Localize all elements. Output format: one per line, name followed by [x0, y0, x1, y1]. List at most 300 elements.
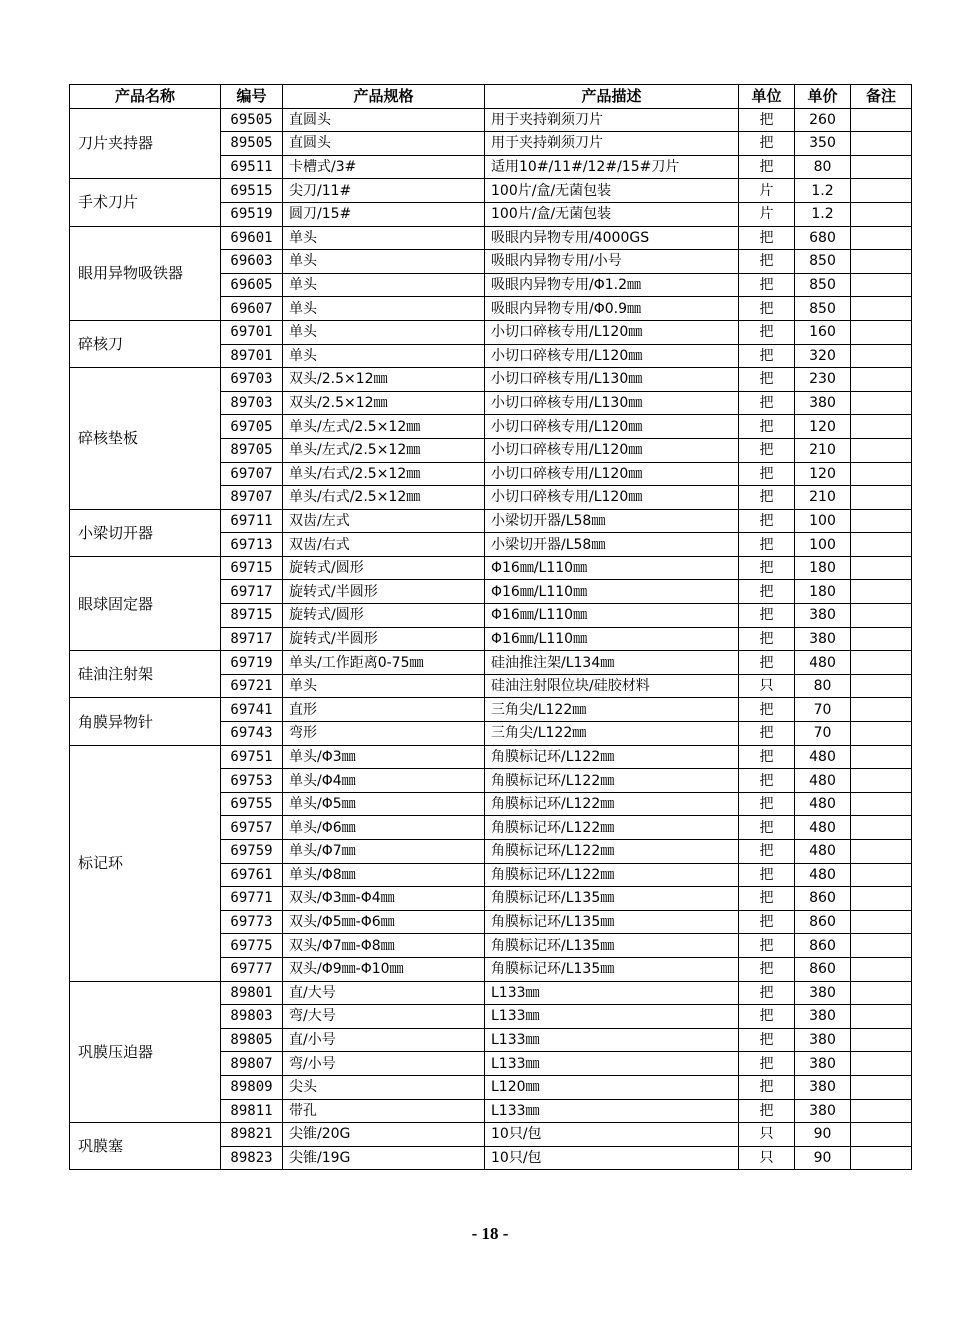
- product-code: 89705: [221, 438, 283, 462]
- product-description: 小切口碎核专用/L120㎜: [485, 486, 739, 510]
- product-description: 吸眼内异物专用/小号: [485, 250, 739, 274]
- product-price: 480: [795, 840, 851, 864]
- product-code: 69773: [221, 910, 283, 934]
- product-price: 380: [795, 981, 851, 1005]
- product-unit: 把: [739, 486, 795, 510]
- product-price: 1.2: [795, 179, 851, 203]
- product-unit: 把: [739, 1075, 795, 1099]
- product-price: 380: [795, 1028, 851, 1052]
- product-code: 69719: [221, 651, 283, 675]
- product-unit: 把: [739, 368, 795, 392]
- product-unit: 把: [739, 722, 795, 746]
- product-unit: 把: [739, 816, 795, 840]
- product-description: 小切口碎核专用/L120㎜: [485, 438, 739, 462]
- product-spec: 直/小号: [283, 1028, 485, 1052]
- product-spec: 单头: [283, 344, 485, 368]
- product-remarks: [851, 1028, 912, 1052]
- product-remarks: [851, 226, 912, 250]
- product-spec: 双头/2.5×12㎜: [283, 391, 485, 415]
- product-remarks: [851, 250, 912, 274]
- product-remarks: [851, 533, 912, 557]
- header-code: 编号: [221, 85, 283, 109]
- product-spec: 单头: [283, 297, 485, 321]
- product-description: L133㎜: [485, 1099, 739, 1123]
- product-unit: 把: [739, 556, 795, 580]
- product-unit: 把: [739, 462, 795, 486]
- table-row: [70, 320, 912, 344]
- product-code: 69505: [221, 108, 283, 132]
- product-price: 210: [795, 438, 851, 462]
- product-group-name: 手术刀片: [70, 179, 221, 226]
- product-unit: 把: [739, 250, 795, 274]
- product-code: 69761: [221, 863, 283, 887]
- product-code: 89715: [221, 604, 283, 628]
- product-description: 角膜标记环/L122㎜: [485, 769, 739, 793]
- product-description: 小切口碎核专用/L120㎜: [485, 344, 739, 368]
- product-price: 680: [795, 226, 851, 250]
- product-price: 120: [795, 462, 851, 486]
- product-remarks: [851, 769, 912, 793]
- product-description: 角膜标记环/L122㎜: [485, 840, 739, 864]
- product-spec: 单头: [283, 674, 485, 698]
- product-price: 380: [795, 1099, 851, 1123]
- product-remarks: [851, 957, 912, 981]
- product-unit: 把: [739, 957, 795, 981]
- table-row: [70, 698, 912, 722]
- product-unit: 把: [739, 580, 795, 604]
- table-row: [70, 368, 912, 392]
- product-description: 角膜标记环/L135㎜: [485, 934, 739, 958]
- product-code: 69605: [221, 273, 283, 297]
- product-unit: 把: [739, 344, 795, 368]
- product-code: 69751: [221, 745, 283, 769]
- product-code: 89809: [221, 1075, 283, 1099]
- product-description: 硅油推注架/L134㎜: [485, 651, 739, 675]
- product-spec: 单头/左式/2.5×12㎜: [283, 438, 485, 462]
- table-header-row: [70, 85, 912, 109]
- product-spec: 单头/Φ4㎜: [283, 769, 485, 793]
- product-code: 69715: [221, 556, 283, 580]
- product-remarks: [851, 132, 912, 156]
- product-remarks: [851, 486, 912, 510]
- product-remarks: [851, 108, 912, 132]
- product-price: 70: [795, 698, 851, 722]
- product-remarks: [851, 981, 912, 1005]
- product-description: 小切口碎核专用/L120㎜: [485, 320, 739, 344]
- product-group-name: 小梁切开器: [70, 509, 221, 556]
- product-spec: 直圆头: [283, 108, 485, 132]
- product-group-name: 眼球固定器: [70, 556, 221, 650]
- product-code: 69519: [221, 202, 283, 226]
- product-description: L133㎜: [485, 1028, 739, 1052]
- product-remarks: [851, 415, 912, 439]
- product-spec: 旋转式/圆形: [283, 556, 485, 580]
- product-remarks: [851, 816, 912, 840]
- product-description: 硅油注射限位块/硅胶材料: [485, 674, 739, 698]
- table-row: [70, 226, 912, 250]
- product-remarks: [851, 934, 912, 958]
- product-remarks: [851, 604, 912, 628]
- product-remarks: [851, 910, 912, 934]
- product-code: 89703: [221, 391, 283, 415]
- product-group-name: 刀片夹持器: [70, 108, 221, 179]
- product-unit: 把: [739, 533, 795, 557]
- product-price: 860: [795, 957, 851, 981]
- product-description: 角膜标记环/L135㎜: [485, 910, 739, 934]
- product-price: 480: [795, 863, 851, 887]
- product-remarks: [851, 887, 912, 911]
- product-code: 89811: [221, 1099, 283, 1123]
- header-price: 单价: [795, 85, 851, 109]
- product-price: 480: [795, 792, 851, 816]
- product-code: 89701: [221, 344, 283, 368]
- product-code: 89823: [221, 1146, 283, 1170]
- product-description: L133㎜: [485, 1005, 739, 1029]
- product-unit: 把: [739, 1028, 795, 1052]
- product-description: 角膜标记环/L135㎜: [485, 887, 739, 911]
- product-price: 160: [795, 320, 851, 344]
- product-code: 69777: [221, 957, 283, 981]
- product-spec: 带孔: [283, 1099, 485, 1123]
- table-row: [70, 745, 912, 769]
- product-spec: 单头: [283, 250, 485, 274]
- product-unit: 把: [739, 769, 795, 793]
- product-price: 350: [795, 132, 851, 156]
- product-unit: 把: [739, 415, 795, 439]
- product-code: 69757: [221, 816, 283, 840]
- product-description: 吸眼内异物专用/4000GS: [485, 226, 739, 250]
- product-spec: 直/大号: [283, 981, 485, 1005]
- product-remarks: [851, 698, 912, 722]
- product-spec: 旋转式/圆形: [283, 604, 485, 628]
- product-group-name: 碎核刀: [70, 320, 221, 367]
- product-unit: 只: [739, 674, 795, 698]
- product-remarks: [851, 320, 912, 344]
- product-description: 三角尖/L122㎜: [485, 722, 739, 746]
- product-spec: 单头: [283, 320, 485, 344]
- product-remarks: [851, 391, 912, 415]
- product-price: 380: [795, 604, 851, 628]
- product-code: 69721: [221, 674, 283, 698]
- product-description: 角膜标记环/L122㎜: [485, 816, 739, 840]
- product-remarks: [851, 462, 912, 486]
- product-description: 10只/包: [485, 1146, 739, 1170]
- product-code: 69713: [221, 533, 283, 557]
- product-spec: 旋转式/半圆形: [283, 627, 485, 651]
- product-code: 69601: [221, 226, 283, 250]
- product-spec: 单头: [283, 226, 485, 250]
- product-remarks: [851, 179, 912, 203]
- product-group-name: 巩膜压迫器: [70, 981, 221, 1123]
- product-description: 适用10#/11#/12#/15#刀片: [485, 155, 739, 179]
- product-unit: 把: [739, 863, 795, 887]
- product-code: 89805: [221, 1028, 283, 1052]
- product-price: 210: [795, 486, 851, 510]
- product-code: 69707: [221, 462, 283, 486]
- product-spec: 单头/Φ5㎜: [283, 792, 485, 816]
- product-spec: 卡槽式/3#: [283, 155, 485, 179]
- product-spec: 单头/Φ3㎜: [283, 745, 485, 769]
- product-group-name: 标记环: [70, 745, 221, 981]
- header-remarks: 备注: [851, 85, 912, 109]
- product-code: 69603: [221, 250, 283, 274]
- product-description: 100片/盒/无菌包装: [485, 179, 739, 203]
- product-remarks: [851, 1146, 912, 1170]
- product-unit: 把: [739, 391, 795, 415]
- product-description: 角膜标记环/L135㎜: [485, 957, 739, 981]
- product-price: 480: [795, 816, 851, 840]
- product-remarks: [851, 745, 912, 769]
- product-price: 80: [795, 155, 851, 179]
- product-spec: 弯/大号: [283, 1005, 485, 1029]
- page-number: - 18 -: [471, 1224, 509, 1243]
- table-row: [70, 108, 912, 132]
- product-unit: 把: [739, 745, 795, 769]
- product-spec: 弯形: [283, 722, 485, 746]
- product-unit: 把: [739, 887, 795, 911]
- product-code: 69515: [221, 179, 283, 203]
- product-remarks: [851, 509, 912, 533]
- product-remarks: [851, 651, 912, 675]
- product-description: 小梁切开器/L58㎜: [485, 509, 739, 533]
- product-description: 角膜标记环/L122㎜: [485, 745, 739, 769]
- product-description: 吸眼内异物专用/Φ0.9㎜: [485, 297, 739, 321]
- product-spec: 单头/Φ8㎜: [283, 863, 485, 887]
- product-unit: 把: [739, 108, 795, 132]
- product-remarks: [851, 1099, 912, 1123]
- product-remarks: [851, 438, 912, 462]
- product-code: 69755: [221, 792, 283, 816]
- product-code: 89803: [221, 1005, 283, 1029]
- header-product-name: 产品名称: [70, 85, 221, 109]
- product-code: 69741: [221, 698, 283, 722]
- product-code: 69607: [221, 297, 283, 321]
- product-code: 69753: [221, 769, 283, 793]
- product-code: 89505: [221, 132, 283, 156]
- product-unit: 把: [739, 1052, 795, 1076]
- product-unit: 片: [739, 202, 795, 226]
- product-code: 89801: [221, 981, 283, 1005]
- product-unit: 把: [739, 698, 795, 722]
- product-price: 480: [795, 651, 851, 675]
- product-remarks: [851, 556, 912, 580]
- product-price: 180: [795, 580, 851, 604]
- product-remarks: [851, 863, 912, 887]
- product-unit: 把: [739, 320, 795, 344]
- table-row: [70, 651, 912, 675]
- product-unit: 把: [739, 1099, 795, 1123]
- product-price: 480: [795, 769, 851, 793]
- product-price: 850: [795, 250, 851, 274]
- product-description: 角膜标记环/L122㎜: [485, 792, 739, 816]
- product-spec: 双齿/右式: [283, 533, 485, 557]
- product-unit: 把: [739, 651, 795, 675]
- product-unit: 把: [739, 604, 795, 628]
- table-row: [70, 509, 912, 533]
- product-description: 10只/包: [485, 1123, 739, 1147]
- product-description: 小切口碎核专用/L130㎜: [485, 368, 739, 392]
- product-remarks: [851, 155, 912, 179]
- product-spec: 单头/右式/2.5×12㎜: [283, 462, 485, 486]
- product-description: 三角尖/L122㎜: [485, 698, 739, 722]
- product-price: 850: [795, 273, 851, 297]
- product-unit: 把: [739, 297, 795, 321]
- product-description: Φ16㎜/L110㎜: [485, 627, 739, 651]
- product-code: 89821: [221, 1123, 283, 1147]
- product-code: 69703: [221, 368, 283, 392]
- product-price: 180: [795, 556, 851, 580]
- product-spec: 单头/Φ6㎜: [283, 816, 485, 840]
- product-unit: 把: [739, 438, 795, 462]
- product-spec: 单头: [283, 273, 485, 297]
- product-description: Φ16㎜/L110㎜: [485, 604, 739, 628]
- product-description: 小梁切开器/L58㎜: [485, 533, 739, 557]
- header-spec: 产品规格: [283, 85, 485, 109]
- product-remarks: [851, 1123, 912, 1147]
- table-body: [70, 108, 912, 1170]
- product-description: 100片/盒/无菌包装: [485, 202, 739, 226]
- product-unit: 把: [739, 627, 795, 651]
- product-price: 320: [795, 344, 851, 368]
- product-group-name: 碎核垫板: [70, 368, 221, 510]
- product-description: 吸眼内异物专用/Φ1.2㎜: [485, 273, 739, 297]
- product-unit: 把: [739, 509, 795, 533]
- table-row: [70, 981, 912, 1005]
- product-description: 用于夹持剃须刀片: [485, 108, 739, 132]
- product-price: 90: [795, 1123, 851, 1147]
- product-price: 120: [795, 415, 851, 439]
- product-description: Φ16㎜/L110㎜: [485, 556, 739, 580]
- product-remarks: [851, 1052, 912, 1076]
- product-unit: 把: [739, 981, 795, 1005]
- product-spec: 单头/右式/2.5×12㎜: [283, 486, 485, 510]
- product-unit: 把: [739, 155, 795, 179]
- product-unit: 把: [739, 273, 795, 297]
- header-unit: 单位: [739, 85, 795, 109]
- product-description: L120㎜: [485, 1075, 739, 1099]
- product-code: 69717: [221, 580, 283, 604]
- product-price: 90: [795, 1146, 851, 1170]
- product-price: 380: [795, 1075, 851, 1099]
- product-spec: 双头/Φ3㎜-Φ4㎜: [283, 887, 485, 911]
- product-spec: 双头/Φ9㎜-Φ10㎜: [283, 957, 485, 981]
- product-price: 260: [795, 108, 851, 132]
- product-spec: 双齿/左式: [283, 509, 485, 533]
- product-group-name: 角膜异物针: [70, 698, 221, 745]
- table-row: [70, 1123, 912, 1147]
- product-description: 小切口碎核专用/L120㎜: [485, 462, 739, 486]
- product-remarks: [851, 722, 912, 746]
- product-spec: 双头/2.5×12㎜: [283, 368, 485, 392]
- product-code: 69711: [221, 509, 283, 533]
- product-spec: 圆刀/15#: [283, 202, 485, 226]
- product-description: 角膜标记环/L122㎜: [485, 863, 739, 887]
- product-price: 380: [795, 627, 851, 651]
- product-code: 89717: [221, 627, 283, 651]
- product-price: 70: [795, 722, 851, 746]
- product-price: 380: [795, 1052, 851, 1076]
- product-code: 69743: [221, 722, 283, 746]
- product-group-name: 硅油注射架: [70, 651, 221, 698]
- product-spec: 单头/左式/2.5×12㎜: [283, 415, 485, 439]
- product-spec: 尖锥/20G: [283, 1123, 485, 1147]
- product-remarks: [851, 1075, 912, 1099]
- product-remarks: [851, 674, 912, 698]
- table-row: [70, 179, 912, 203]
- product-unit: 把: [739, 226, 795, 250]
- product-remarks: [851, 297, 912, 321]
- product-spec: 旋转式/半圆形: [283, 580, 485, 604]
- product-price: 860: [795, 934, 851, 958]
- product-code: 69511: [221, 155, 283, 179]
- product-spec: 双头/Φ5㎜-Φ6㎜: [283, 910, 485, 934]
- product-unit: 把: [739, 910, 795, 934]
- product-remarks: [851, 580, 912, 604]
- product-description: L133㎜: [485, 1052, 739, 1076]
- product-unit: 把: [739, 1005, 795, 1029]
- product-spec: 直形: [283, 698, 485, 722]
- product-remarks: [851, 368, 912, 392]
- product-price-table: [69, 84, 912, 1170]
- product-price: 230: [795, 368, 851, 392]
- product-spec: 直圆头: [283, 132, 485, 156]
- product-remarks: [851, 273, 912, 297]
- product-unit: 把: [739, 840, 795, 864]
- product-code: 69771: [221, 887, 283, 911]
- product-code: 69759: [221, 840, 283, 864]
- product-price: 1.2: [795, 202, 851, 226]
- product-spec: 双头/Φ7㎜-Φ8㎜: [283, 934, 485, 958]
- product-price: 860: [795, 910, 851, 934]
- product-unit: 片: [739, 179, 795, 203]
- product-price: 380: [795, 391, 851, 415]
- product-remarks: [851, 202, 912, 226]
- product-code: 69701: [221, 320, 283, 344]
- product-unit: 只: [739, 1146, 795, 1170]
- product-remarks: [851, 627, 912, 651]
- product-code: 69705: [221, 415, 283, 439]
- product-unit: 只: [739, 1123, 795, 1147]
- product-description: 小切口碎核专用/L130㎜: [485, 391, 739, 415]
- product-code: 89807: [221, 1052, 283, 1076]
- product-description: 小切口碎核专用/L120㎜: [485, 415, 739, 439]
- product-remarks: [851, 344, 912, 368]
- product-price: 100: [795, 533, 851, 557]
- product-spec: 单头/Φ7㎜: [283, 840, 485, 864]
- product-remarks: [851, 840, 912, 864]
- product-spec: 尖刀/11#: [283, 179, 485, 203]
- product-price: 860: [795, 887, 851, 911]
- table-row: [70, 556, 912, 580]
- product-remarks: [851, 792, 912, 816]
- product-code: 69775: [221, 934, 283, 958]
- product-unit: 把: [739, 132, 795, 156]
- product-description: L133㎜: [485, 981, 739, 1005]
- product-code: 89707: [221, 486, 283, 510]
- header-description: 产品描述: [485, 85, 739, 109]
- product-spec: 尖头: [283, 1075, 485, 1099]
- product-description: Φ16㎜/L110㎜: [485, 580, 739, 604]
- product-group-name: 眼用异物吸铁器: [70, 226, 221, 320]
- product-spec: 单头/工作距离0-75㎜: [283, 651, 485, 675]
- product-group-name: 巩膜塞: [70, 1123, 221, 1170]
- product-unit: 把: [739, 934, 795, 958]
- product-price: 480: [795, 745, 851, 769]
- product-price: 100: [795, 509, 851, 533]
- product-spec: 弯/小号: [283, 1052, 485, 1076]
- product-price: 80: [795, 674, 851, 698]
- product-unit: 把: [739, 792, 795, 816]
